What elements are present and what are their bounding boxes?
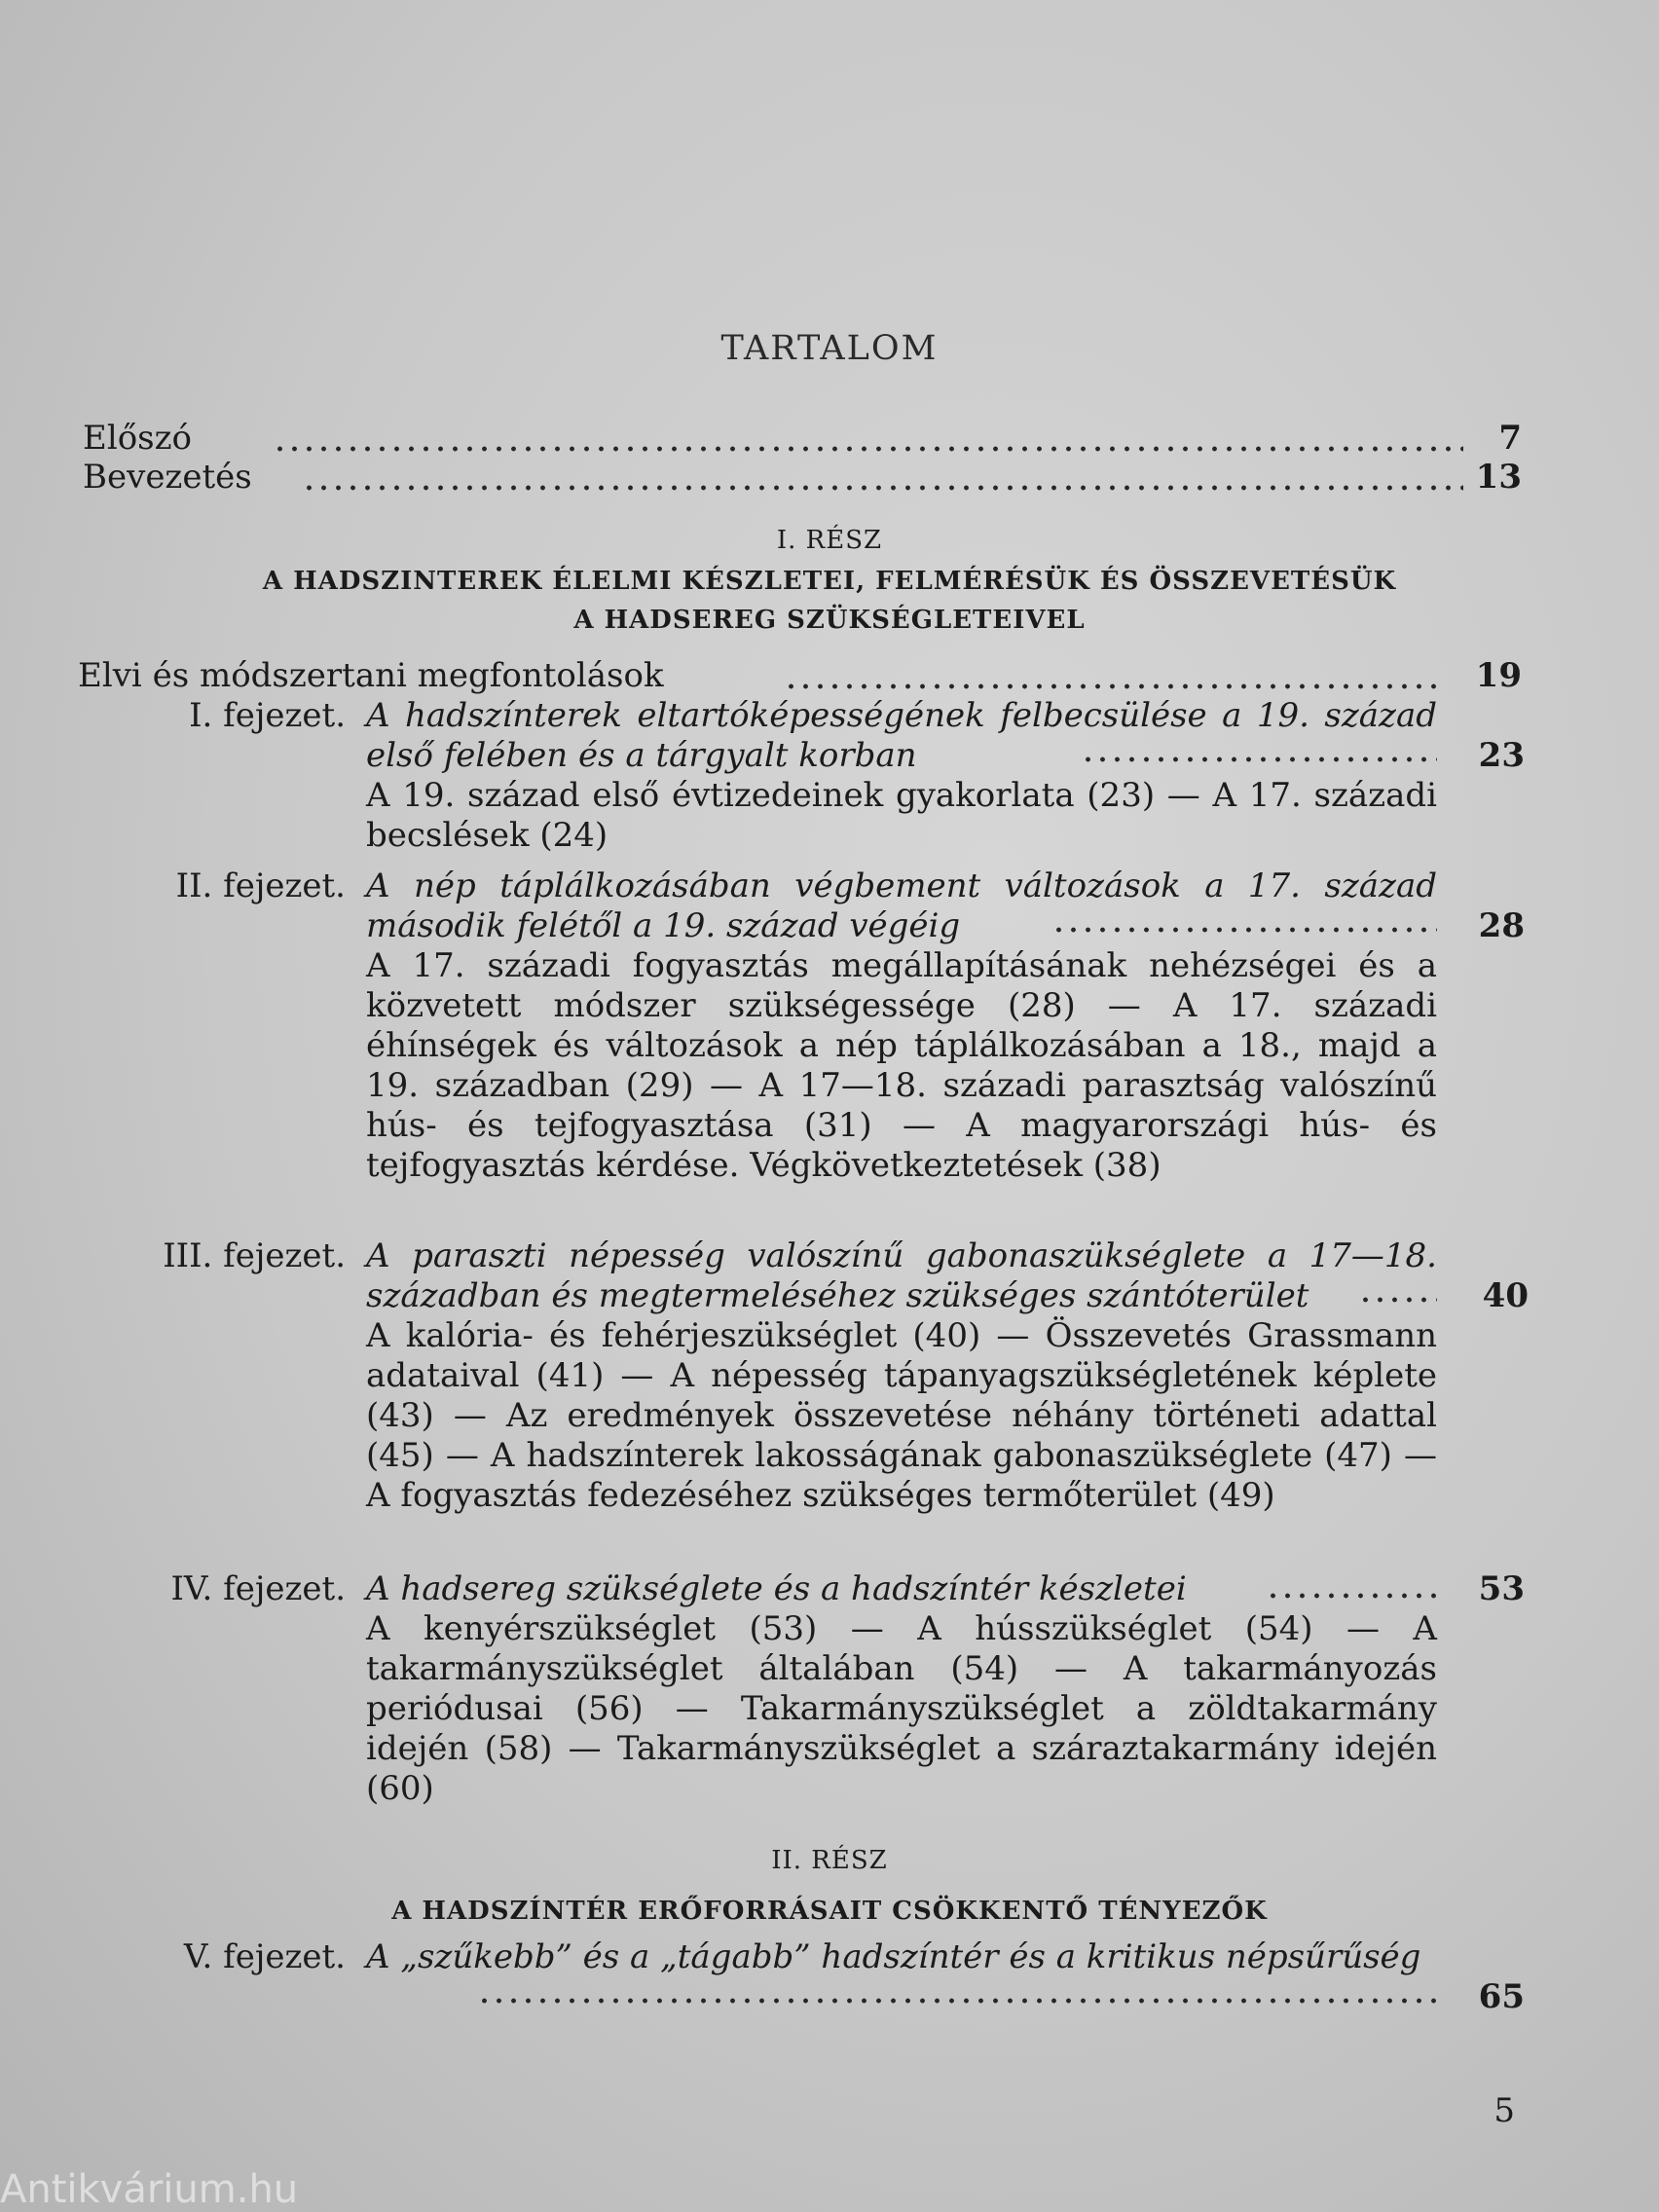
toc-page-number: 53 bbox=[1478, 1569, 1525, 1608]
chapter-label: II. fejezet. bbox=[175, 866, 346, 905]
toc-entry-introduction[interactable] bbox=[83, 458, 1522, 500]
chapter-title: A nép táplálkozásában végbement változások a 17. század második felétől a 19. század végéig bbox=[366, 866, 1437, 945]
toc-page-number: 40 bbox=[1482, 1276, 1529, 1315]
dot-leader bbox=[1358, 1295, 1437, 1305]
toc-page-number: 65 bbox=[1478, 1977, 1525, 2016]
toc-page-number: 23 bbox=[1478, 736, 1525, 775]
dot-leader bbox=[1266, 1591, 1437, 1601]
toc-page-number: 7 bbox=[1498, 419, 1522, 458]
dot-leader bbox=[784, 682, 1439, 691]
chapter-subsections: A 19. század első évtizedeinek gyakorlata (23) — A 17. századi becslések (24) bbox=[366, 776, 1437, 855]
part-label: II. RÉSZ bbox=[771, 1846, 888, 1875]
toc-page-number: 19 bbox=[1475, 656, 1522, 695]
toc-page-number: 13 bbox=[1475, 458, 1522, 497]
toc-entry-label: Előszó bbox=[83, 419, 192, 458]
dot-leader bbox=[1051, 925, 1437, 935]
part-heading: A HADSZINTEREK ÉLELMI KÉSZLETEI, FELMÉRÉSÜK ÉS ÖSSZEVETÉSÜK bbox=[262, 567, 1397, 596]
chapter-label: I. fejezet. bbox=[189, 696, 346, 735]
chapter-label: V. fejezet. bbox=[183, 1937, 346, 1976]
chapter-title: A paraszti népesség valószínű gabonaszükséglete a 17—18. században és megtermeléséhez szükséges szántóterület bbox=[366, 1236, 1437, 1315]
dot-leader bbox=[273, 444, 1463, 454]
chapter-subsections: A 17. századi fogyasztás megállapításának nehézségei és a közvetett módszer szükségessége (28) — A 17. századi éhínségek és változások a nép táplálkozásában a 18., majd a 19. században (29) — A 17—18. századi parasztság valószínű hús- és tejfogyasztása (31) — A magyarországi hús- és tejfogyasztás kérdése. Végkövetkeztetések (38) bbox=[366, 946, 1437, 1185]
part-heading: A HADSZÍNTÉR ERŐFORRÁSAIT CSÖKKENTŐ TÉNYEZŐK bbox=[391, 1897, 1268, 1926]
page-folio: 5 bbox=[1493, 2091, 1515, 2130]
toc-entry-foreword[interactable] bbox=[83, 419, 1522, 461]
toc-entry-principles[interactable] bbox=[78, 656, 1522, 699]
dot-leader bbox=[477, 1996, 1437, 2006]
toc-entry-label: Bevezetés bbox=[83, 458, 252, 497]
dot-leader bbox=[1081, 755, 1437, 764]
chapter-label: III. fejezet. bbox=[163, 1236, 346, 1275]
toc-entry-label: Elvi és módszertani megfontolások bbox=[78, 656, 664, 695]
part-label: I. RÉSZ bbox=[776, 526, 883, 555]
page-title: TARTALOM bbox=[720, 329, 939, 368]
watermark: Antikvárium.hu bbox=[0, 2167, 299, 2212]
chapter-subsections: A kalória- és fehérjeszükséglet (40) — Összevetés Grassmann adataival (41) — A népesség tápanyagszükségletének képlete (43) — Az eredmények összevetése néhány történeti adattal (45) — A hadszínterek lakosságának gabonaszükséglete (47) — A fogyasztás fedezéséhez szükséges termőterület (49) bbox=[366, 1316, 1437, 1515]
chapter-title: A hadsereg szükséglete és a hadszíntér készletei bbox=[366, 1569, 1187, 1608]
toc-page-number: 28 bbox=[1478, 906, 1525, 945]
chapter-subsections: A kenyérszükséglet (53) — A hússzükséglet (54) — A takarmányszükséglet általában (54) — A takarmányozás periódusai (56) — Takarmányszükséglet a zöldtakarmány idején (58) — Takarmányszükséglet a száraztakarmány idején (60) bbox=[366, 1609, 1437, 1808]
chapter-title: A „szűkebb” és a „tágabb” hadszíntér és a kritikus népsűrűség bbox=[366, 1937, 1421, 1976]
chapter-label: IV. fejezet. bbox=[170, 1569, 346, 1608]
dot-leader bbox=[302, 483, 1463, 493]
part-heading: A HADSEREG SZÜKSÉGLETEIVEL bbox=[573, 606, 1086, 635]
chapter-title: A hadszínterek eltartóképességének felbecsülése a 19. század első felében és a tárgyalt korban bbox=[366, 696, 1437, 775]
